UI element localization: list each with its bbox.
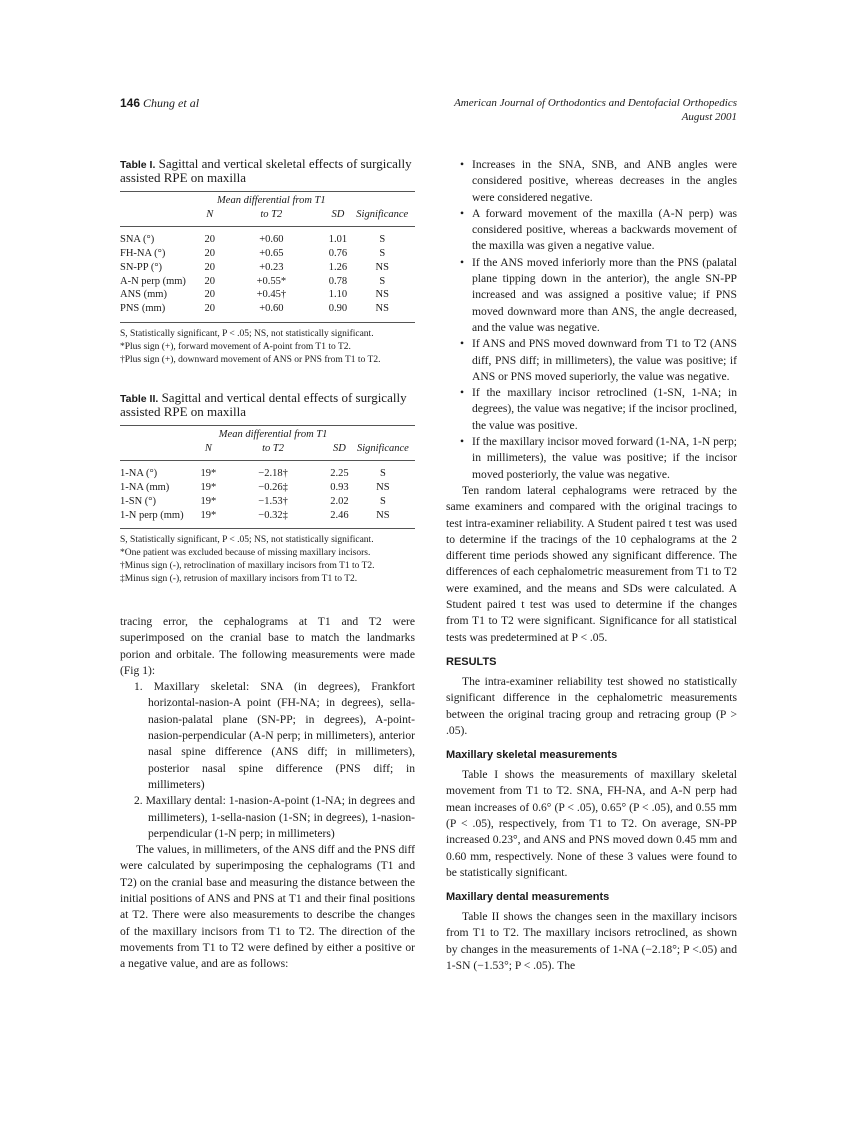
table-1-grid (120, 191, 415, 323)
table-label: Table II. (120, 393, 159, 405)
paragraph: tracing error, the cephalograms at T1 and T2 were superimposed on the cranial base to match the landmarks porion and orbitale. The following measurements were made (Fig 1): (120, 615, 415, 677)
table-1-caption (120, 157, 415, 184)
table-cell: S (379, 233, 386, 245)
table-cell: 1-NA (mm) (120, 481, 170, 493)
bullet-item: • A forward movement of the maxilla (A-N perp) was considered positive, whereas a backwards movement of the maxilla was given a negative value. (446, 206, 737, 255)
table-header-row (120, 192, 415, 227)
table-footnote: ‡Minus sign (-), retrusion of maxillary incisors from T1 to T2. (120, 574, 358, 585)
table-row (120, 302, 415, 322)
table-cell: 20 (204, 247, 215, 259)
table-footnote: S, Statistically significant, P < .05; NS, not statistically significant. (120, 535, 374, 546)
table-cell: 2.46 (330, 509, 349, 521)
table-cell: PNS (mm) (120, 303, 166, 315)
column-header: SD (331, 208, 345, 220)
table-cell: ANS (mm) (120, 289, 167, 301)
section-heading-results: RESULTS (446, 655, 497, 668)
journal-name: American Journal of Orthodontics and Dentofacial Orthopedics (454, 97, 737, 109)
table-cell: S (379, 247, 386, 259)
table-cell: NS (375, 261, 389, 273)
table-cell: +0.60 (259, 303, 284, 315)
table-cell: +0.65 (259, 247, 284, 259)
table-cell: 0.90 (328, 303, 348, 315)
bullet-item: • If the ANS moved inferiorly more than the PNS (palatal plane tipping down in the anterior), the angle SN-PP increased and was assigned a positive value; if PNS moved downward more than ANS, the angle decreased, and the value was negative. (446, 255, 737, 336)
subsection-heading-dental: Maxillary dental measurements (446, 891, 610, 904)
paragraph: Table II shows the changes seen in the maxillary incisors from T1 to T2. The maxillary incisors retroclined, as shown by changes in the measurements of 1-NA (−2.18°; P <.05) and 1-SN (−1.53°; P < .05). The (446, 910, 737, 973)
column-header (120, 426, 199, 461)
table-cell: SNA (°) (120, 233, 155, 245)
caption-text: Sagittal and vertical skeletal effects of surgically assisted RPE on maxilla (120, 156, 412, 185)
table-cell: NS (376, 481, 390, 493)
table-row (120, 481, 415, 495)
right-column-text (446, 157, 737, 974)
page-header-right (454, 96, 737, 124)
table-footnote: †Plus sign (+), downward movement of ANS or PNS from T1 to T2. (120, 355, 381, 366)
table-1 (120, 157, 415, 367)
list-item: 2. Maxillary dental: 1-nasion-A-point (1-NA; in degrees and millimeters), 1-sella-nasion (1-SN; in degrees), 1-nasion-perpendicular (1-N perp; in millimeters) (134, 794, 415, 840)
table-header-row (120, 426, 415, 461)
table-footnote: S, Statistically significant, P < .05; NS, not statistically significant. (120, 329, 374, 340)
column-header: N (204, 442, 212, 454)
column-header: Mean differential from T1 to T2 (217, 195, 326, 220)
issue-date: August 2001 (681, 111, 737, 123)
table-cell: +0.23 (259, 261, 284, 273)
table-cell: 19* (200, 467, 217, 479)
page-header-left (120, 96, 199, 111)
table-row (120, 275, 415, 289)
table-cell: 19* (200, 481, 217, 493)
table-row (120, 247, 415, 261)
table-cell: 20 (204, 303, 215, 315)
table-1-footnotes (120, 328, 420, 367)
table-cell: 20 (204, 261, 215, 273)
table-2-caption (120, 391, 415, 418)
table-cell: 2.25 (330, 467, 349, 479)
table-cell: S (379, 467, 386, 479)
table-row (120, 495, 415, 509)
table-cell: NS (375, 303, 389, 315)
list-item: 1. Maxillary skeletal: SNA (in degrees), Frankfort horizontal-nasion-A point (FH-NA; in degrees), sella-nasion-palatal plane (SN-PP; in degrees), A-point-nasion-perpendicular (A-N perp; in millimeters), anterior nasal spine difference (ANS diff; in millimeters), posterior nasal spine difference (PNS diff; in millimeters) (134, 680, 415, 791)
table-cell: −1.53† (258, 495, 288, 507)
table-2-grid (120, 425, 415, 529)
table-cell: 1.26 (328, 261, 348, 273)
table-cell: 20 (204, 289, 215, 301)
table-cell: +0.55* (256, 275, 287, 287)
table-cell: SN-PP (°) (120, 261, 163, 273)
table-cell: S (379, 495, 386, 507)
paragraph: Ten random lateral cephalograms were retraced by the same examiners and compared with the original tracings to test intra-examiner reliability. A Student paired t test was used to determine if the tracings of the 10 cephalograms at the 2 different time periods showed any significant difference. The differences of each cephalometric measurement from T1 to T2 were examined, and the means and SDs were calculated. A Student paired t test was used to determine if the changes from T1 to T2 were significant. Significance for all statistical tests was predetermined at P < .05. (446, 483, 737, 644)
column-header: Mean differential from T1 to T2 (218, 429, 328, 454)
table-cell: 0.78 (328, 275, 348, 287)
table-cell: 0.93 (330, 481, 349, 493)
bullet-item: • If ANS and PNS moved downward from T1 to T2 (ANS diff, PNS diff; in millimeters), the value was positive; if ANS or PNS moved superiorly, the value was negative. (446, 336, 737, 385)
table-cell: −0.26‡ (258, 481, 288, 493)
table-cell: 1.10 (328, 289, 348, 301)
table-cell: −0.32‡ (258, 509, 288, 521)
table-cell: A-N perp (mm) (120, 275, 186, 287)
column-header: SD (333, 442, 346, 454)
table-row (120, 226, 415, 246)
table-2 (120, 391, 415, 586)
table-cell: +0.45† (256, 289, 287, 301)
bullet-item: • If the maxillary incisor moved forward (1-NA, 1-N perp; in millimeters), the value was positive; if the incisor moved posteriorly, the value was negative. (446, 434, 737, 483)
table-row (120, 288, 415, 302)
bullet-item: • If the maxillary incisor retroclined (1-SN, 1-NA; in degrees), the value was negative; if the incisor proclined, the value was positive. (446, 385, 737, 434)
table-cell: 1-SN (°) (120, 495, 156, 507)
subsection-heading-skeletal: Maxillary skeletal measurements (446, 749, 618, 762)
table-footnote: *One patient was excluded because of missing maxillary incisors. (120, 548, 371, 559)
table-row (120, 460, 415, 480)
table-cell: −2.18† (258, 467, 288, 479)
table-cell: 19* (200, 495, 217, 507)
table-footnote: *Plus sign (+), forward movement of A-point from T1 to T2. (120, 342, 351, 353)
paragraph: The intra-examiner reliability test showed no statistically significant difference in the cephalometric measurements between the original tracing group and retracing group (P > .05). (446, 674, 737, 737)
table-cell: 20 (204, 233, 215, 245)
left-column-text (120, 614, 415, 973)
table-row (120, 261, 415, 275)
table-cell: 19* (200, 509, 217, 521)
table-cell: 2.02 (330, 495, 349, 507)
page-number: 146 (120, 96, 141, 110)
paragraph: Table I shows the measurements of maxillary skeletal movement from T1 to T2. SNA, FH-NA, and A-N perp had mean increases of 0.6° (P < .05), 0.65° (P < .05), and 0.55 mm (P < .05), respectively, from T1 to T2. On average, SN-PP increased 0.23°, and ANS and PNS moved down 0.45 mm and 0.60 mm, respectively. None of these 3 values were found to be statistically significant. (446, 768, 737, 879)
table-cell: NS (376, 509, 390, 521)
table-row (120, 509, 415, 529)
table-cell: NS (375, 289, 389, 301)
column-header (120, 192, 203, 227)
caption-text: Sagittal and vertical dental effects of surgically assisted RPE on maxilla (120, 390, 407, 419)
table-cell: 1.01 (328, 233, 348, 245)
table-cell: 1-NA (°) (120, 467, 158, 479)
column-header: N (206, 208, 214, 220)
table-cell: S (379, 275, 386, 287)
column-header: Significance (356, 442, 409, 454)
table-label: Table I. (120, 159, 156, 171)
table-2-footnotes (120, 534, 420, 586)
table-cell: 1-N perp (mm) (120, 509, 184, 521)
paragraph: The values, in millimeters, of the ANS diff and the PNS diff were calculated by superimposing the cephalograms (T1 and T2) on the cranial base and measuring the distance between the initial positions of ANS and PNS at T1 and their final positions at T2. There were also measurements to describe the changes of the maxillary incisors from T1 to T2. The direction of the movements from T1 to T2 were defined by either a positive or a negative value, and are as follows: (120, 843, 415, 971)
table-cell: FH-NA (°) (120, 247, 166, 259)
table-cell: +0.60 (259, 233, 284, 245)
table-cell: 20 (204, 275, 215, 287)
table-cell: 0.76 (328, 247, 348, 259)
bullet-item: • Increases in the SNA, SNB, and ANB angles were considered positive, whereas decreases in the angles were considered negative. (446, 157, 737, 206)
table-footnote: †Minus sign (-), retroclination of maxillary incisors from T1 to T2. (120, 561, 375, 572)
column-header: Significance (356, 208, 409, 220)
running-authors: Chung et al (143, 96, 200, 110)
